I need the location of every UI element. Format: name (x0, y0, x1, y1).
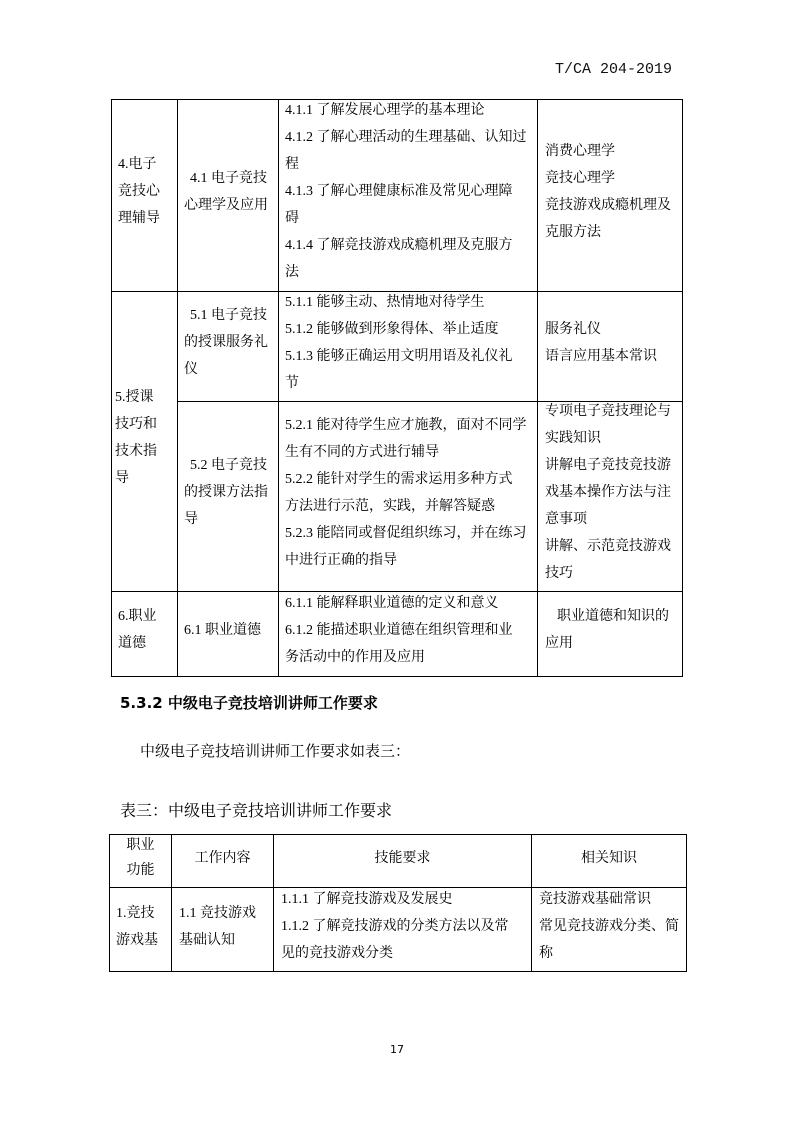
cell-line: 5.1 电子竞技 (190, 308, 267, 323)
cell-line: 心理学及应用 (184, 197, 268, 213)
related-knowledge-cell (532, 888, 687, 972)
function-cell (112, 292, 178, 592)
cell-line: 法 (285, 265, 299, 280)
skill-requirements-cell (274, 888, 532, 972)
cell-line: 基础认知 (179, 932, 235, 948)
function-cell (110, 888, 172, 972)
cell-line: 的授课服务礼 (184, 335, 268, 350)
cell-line: 方法进行示范，实践，并解答疑惑 (285, 498, 495, 514)
section-heading: 5.3.2 中级电子竞技培训讲师工作要求 (120, 694, 378, 712)
cell-line: 游戏基 (116, 932, 158, 948)
cell-line: 意事项 (545, 512, 587, 527)
header-work-content (172, 835, 274, 888)
cell-line: 消费心理学 (545, 143, 615, 159)
cell-line: 技巧和 (115, 416, 157, 432)
cell-line: 4.1.3 了解心理健康标准及常见心理障 (285, 184, 513, 199)
cell-line: 技巧 (545, 566, 573, 581)
header-skill-requirements (274, 835, 532, 888)
cell-line: 4.电子 (118, 157, 157, 172)
cell-line: 1.竞技 (116, 905, 155, 921)
related-knowledge-cell (538, 592, 683, 677)
cell-line: 务活动中的作用及应用 (285, 649, 425, 665)
cell-line: 5.2 电子竞技 (190, 458, 267, 473)
cell-line: 4.1 电子竞技 (190, 170, 267, 186)
cell-line: 道德 (118, 636, 146, 651)
cell-line: 仪 (184, 362, 198, 377)
job-requirements-table-continued (111, 99, 683, 677)
header-function (110, 835, 172, 888)
cell-line: 戏基本操作方法与注 (545, 485, 671, 500)
section-paragraph: 中级电子竞技培训讲师工作要求如表三： (140, 744, 411, 760)
cell-line: 的授课方法指 (184, 485, 268, 500)
cell-line: 5.1.1 能够主动、热情地对待学生 (285, 294, 485, 310)
cell-line: 6.1.1 能解释职业道德的定义和意义 (285, 595, 499, 611)
cell-line: 5.授课 (115, 389, 154, 405)
table-row (110, 888, 687, 972)
cell-line: 4.1.2 了解心理活动的生理基础、认知过 (285, 130, 527, 145)
cell-line: 常见竞技游戏分类、简 (539, 919, 679, 934)
skill-requirements-cell (279, 402, 538, 592)
cell-line: 职业 (126, 838, 155, 853)
related-knowledge-cell (538, 402, 683, 592)
cell-line: 5.1.3 能够正确运用文明用语及礼仪礼 (285, 348, 513, 364)
work-content-cell (178, 592, 279, 677)
cell-line: 5.2.1 能对待学生应才施教，面对不同学 (285, 417, 527, 433)
cell-line: 1.1.1 了解竞技游戏及发展史 (281, 892, 453, 907)
cell-line: 生有不同的方式进行辅导 (285, 444, 439, 460)
page-number: 17 (390, 1043, 404, 1056)
cell-line: 中进行正确的指导 (285, 552, 397, 568)
cell-line: 4.1.1 了解发展心理学的基本理论 (285, 103, 485, 118)
cell-line: 节 (285, 375, 299, 391)
cell-line: 相关知识 (581, 850, 637, 866)
related-knowledge-cell (538, 292, 683, 402)
work-content-cell (172, 888, 274, 972)
work-content-cell (178, 292, 279, 402)
table-caption: 表三：中级电子竞技培训讲师工作要求 (120, 803, 393, 820)
cell-line: 应用 (545, 636, 573, 651)
cell-line: 讲解、示范竞技游戏 (545, 539, 671, 554)
cell-line: 5.1.2 能够做到形象得体、举止适度 (285, 321, 499, 337)
cell-line: 语言应用基本常识 (545, 348, 657, 364)
cell-line: 碍 (285, 211, 299, 226)
skill-requirements-cell (279, 592, 538, 677)
cell-line: 工作内容 (194, 850, 251, 866)
skill-requirements-cell (279, 292, 538, 402)
cell-line: 技能要求 (374, 850, 431, 866)
cell-line: 1.1.2 了解竞技游戏的分类方法以及常 (281, 919, 509, 934)
cell-line: 1.1 竞技游戏 (179, 905, 256, 921)
cell-line: 技术指 (115, 443, 157, 459)
table-row (112, 100, 683, 292)
cell-line: 导 (184, 512, 198, 527)
cell-line: 竞技游戏成瘾机理及 (545, 197, 671, 213)
cell-line: 克服方法 (545, 224, 601, 240)
cell-line: 6.1 职业道德 (184, 622, 261, 638)
intermediate-trainer-requirements-table (109, 834, 687, 972)
cell-line: 服务礼仪 (545, 321, 601, 337)
work-content-cell (178, 402, 279, 592)
cell-line: 竞技心理学 (545, 170, 615, 186)
cell-line: 功能 (126, 863, 155, 878)
skill-requirements-cell (279, 100, 538, 292)
function-cell (112, 100, 178, 292)
table-row (112, 292, 683, 402)
cell-line: 见的竞技游戏分类 (281, 946, 393, 961)
cell-line: 5.2.2 能针对学生的需求运用多种方式 (285, 471, 513, 487)
cell-line: 6.职业 (118, 609, 157, 624)
cell-line: 竞技游戏基础常识 (539, 892, 651, 907)
cell-line: 4.1.4 了解竞技游戏成瘾机理及克服方 (285, 238, 513, 253)
header-related-knowledge (532, 835, 687, 888)
function-cell (112, 592, 178, 677)
table-row (112, 402, 683, 592)
cell-line: 导 (115, 470, 129, 486)
table-header-row (110, 835, 687, 888)
cell-line: 6.1.2 能描述职业道德在组织管理和业 (285, 622, 513, 638)
cell-line: 竞技心 (118, 184, 160, 199)
related-knowledge-cell (538, 100, 683, 292)
cell-line: 专项电子竞技理论与 (545, 404, 671, 419)
cell-line: 实践知识 (545, 431, 601, 446)
cell-line: 程 (285, 157, 299, 172)
cell-line: 职业道德和知识的 (557, 609, 669, 624)
cell-line: 讲解电子竞技竞技游 (545, 458, 671, 473)
cell-line: 理辅导 (118, 211, 160, 226)
document-code: T/CA 204-2019 (555, 61, 673, 78)
work-content-cell (178, 100, 279, 292)
cell-line: 5.2.3 能陪同或督促组织练习，并在练习 (285, 525, 527, 541)
cell-line: 称 (539, 946, 553, 961)
table-row (112, 592, 683, 677)
